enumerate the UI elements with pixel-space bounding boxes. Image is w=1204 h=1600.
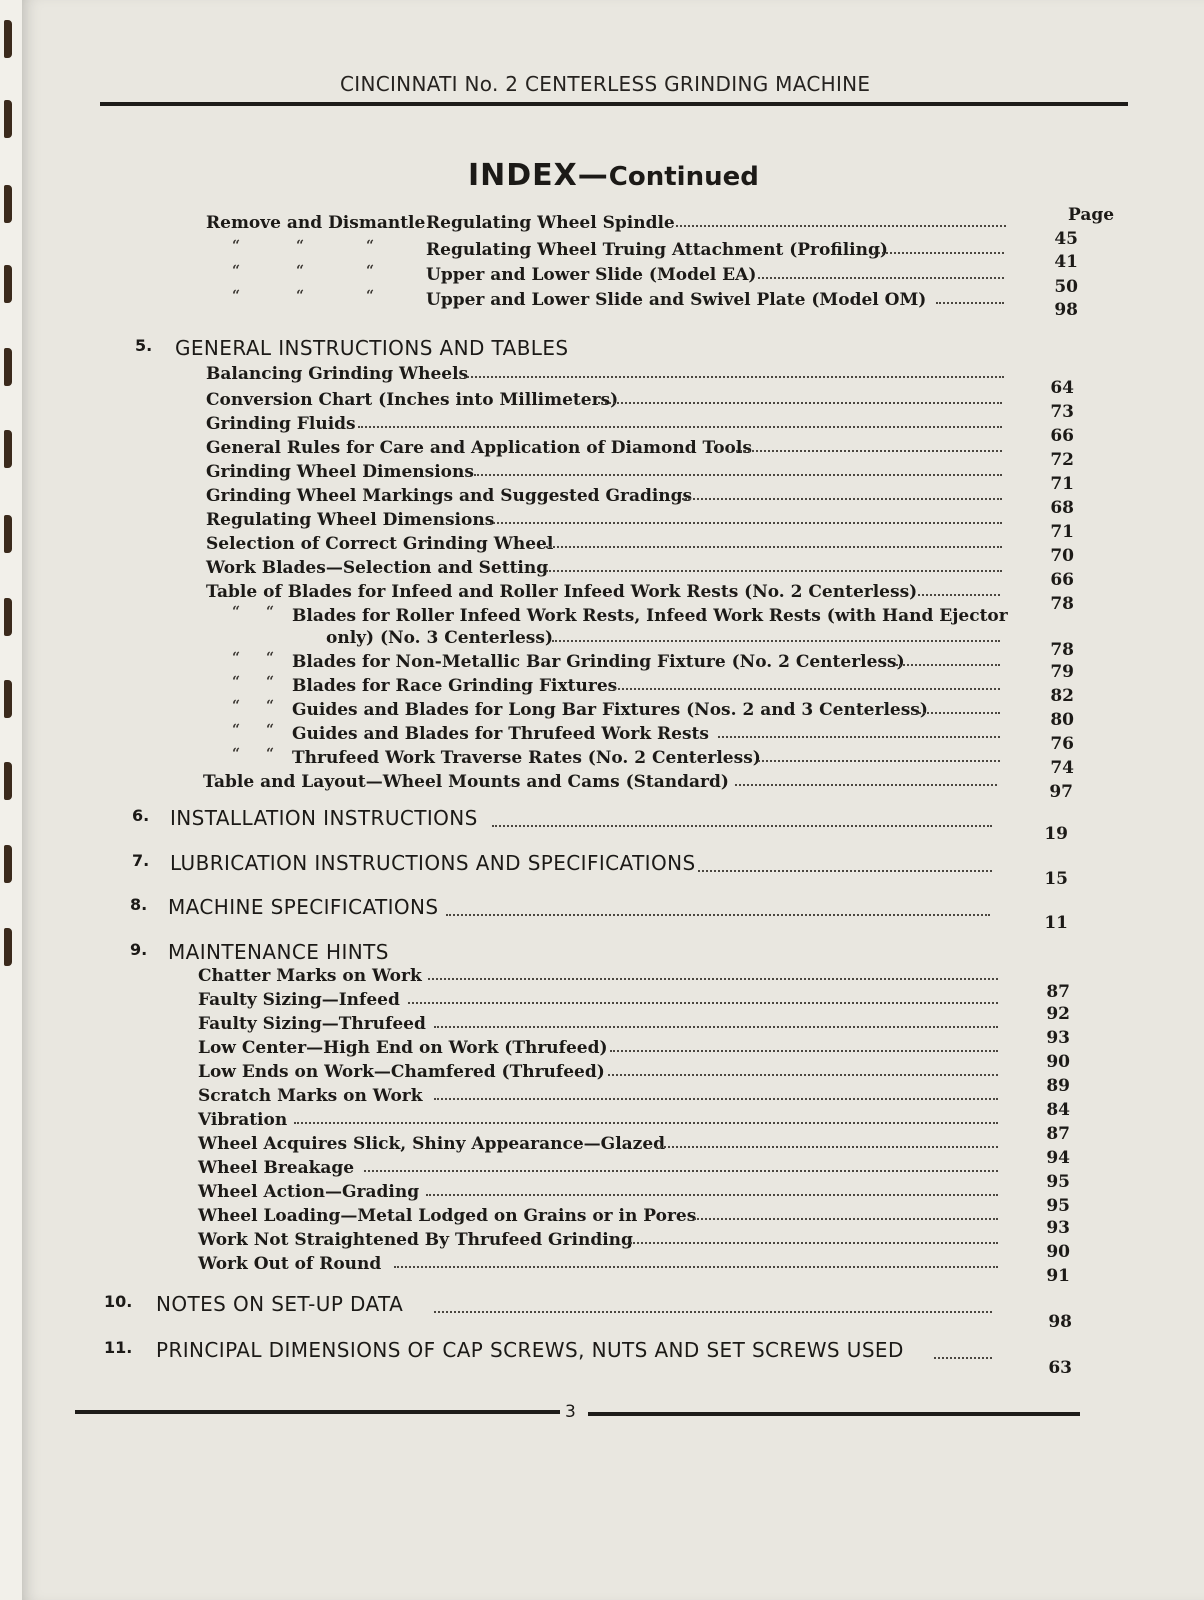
entry-page: 91 <box>1046 1266 1070 1286</box>
entry-page: 66 <box>1050 570 1074 590</box>
entry-text: Upper and Lower Slide and Swivel Plate (Model OM) <box>426 290 927 310</box>
entry-page: 50 <box>1054 277 1078 297</box>
entry-text: Table and Layout—Wheel Mounts and Cams (Standard) <box>203 772 729 792</box>
binding-ring <box>4 265 12 303</box>
index-entry <box>206 288 1086 320</box>
entry-text: Conversion Chart (Inches into Millimeters) <box>206 390 619 410</box>
binding-ring <box>4 845 12 883</box>
entry-page: 72 <box>1050 450 1074 470</box>
leader-dots <box>490 518 1002 524</box>
entry-text: Blades for Race Grinding Fixtures <box>292 676 618 696</box>
ditto-mark: “ <box>232 746 241 762</box>
ditto-mark: “ <box>366 288 375 304</box>
entry-page: 45 <box>1054 229 1078 249</box>
section-title: NOTES ON SET-UP DATA <box>156 1292 404 1316</box>
ditto-mark: “ <box>232 674 241 690</box>
leader-dots <box>694 1214 998 1220</box>
section-title: LUBRICATION INSTRUCTIONS AND SPECIFICATIONS <box>170 851 696 875</box>
binding-ring <box>4 100 12 138</box>
entry-page: 66 <box>1050 426 1074 446</box>
leader-dots <box>874 248 1004 254</box>
entry-text: Grinding Wheel Markings and Suggested Gradings <box>206 486 693 506</box>
footer-rule-right <box>588 1412 1080 1416</box>
section-heading <box>132 851 1082 889</box>
ditto-mark: “ <box>266 650 275 666</box>
entry-text: Grinding Fluids <box>206 414 356 434</box>
leader-dots <box>408 998 998 1004</box>
leader-dots <box>918 590 1000 596</box>
leader-dots <box>434 1307 992 1313</box>
section-heading <box>130 940 1080 966</box>
entry-page: 78 <box>1050 594 1074 614</box>
entry-text: Balancing Grinding Wheels <box>206 364 469 384</box>
ditto-mark: “ <box>296 288 305 304</box>
entry-page: 97 <box>1049 782 1073 802</box>
entry-text: Work Not Straightened By Thrufeed Grinding <box>198 1230 633 1250</box>
ditto-mark: “ <box>366 238 375 254</box>
section-heading <box>104 1338 1084 1378</box>
section-heading <box>130 895 1080 933</box>
entry-text: Regulating Wheel Spindle <box>426 213 675 233</box>
ditto-mark: “ <box>266 674 275 690</box>
entry-page: 82 <box>1050 686 1074 706</box>
entry-text: Scratch Marks on Work <box>198 1086 423 1106</box>
entry-page: 70 <box>1050 546 1074 566</box>
leader-dots <box>758 756 1000 762</box>
ditto-mark: “ <box>266 604 275 620</box>
index-entry <box>206 263 1086 297</box>
ditto-mark: “ <box>266 746 275 762</box>
entry-page: 95 <box>1046 1172 1070 1192</box>
header-rule <box>100 102 1128 106</box>
entry-page: 90 <box>1046 1242 1070 1262</box>
index-entry <box>206 534 1086 566</box>
entry-text: General Rules for Care and Application of Diamond Tools <box>206 438 752 458</box>
ditto-mark: “ <box>232 288 241 304</box>
index-entry <box>198 1206 1088 1238</box>
leader-dots <box>546 566 1002 572</box>
ditto-mark: “ <box>232 698 241 714</box>
index-entry <box>206 746 1086 778</box>
entry-page: 87 <box>1046 982 1070 1002</box>
section-number: 5. <box>135 336 153 355</box>
entry-text: Regulating Wheel Truing Attachment (Profiling) <box>426 240 888 260</box>
leader-dots <box>426 1190 998 1196</box>
ditto-mark: “ <box>232 650 241 666</box>
index-entry <box>206 604 1086 660</box>
binding-ring <box>4 680 12 718</box>
ditto-mark: “ <box>366 263 375 279</box>
leader-dots <box>735 780 997 786</box>
section-heading <box>135 336 1035 362</box>
section-number: 7. <box>132 851 150 870</box>
entry-text: Grinding Wheel Dimensions <box>206 462 474 482</box>
remove-prefix: Remove and Dismantle <box>206 213 426 233</box>
title-continued: Continued <box>608 162 759 192</box>
index-entry <box>206 674 1086 706</box>
entry-page: 84 <box>1046 1100 1070 1120</box>
entry-text: Low Ends on Work—Chamfered (Thrufeed) <box>198 1062 605 1082</box>
ditto-mark: “ <box>232 722 241 738</box>
leader-dots <box>492 821 992 827</box>
leader-dots <box>364 1166 998 1172</box>
entry-text: Chatter Marks on Work <box>198 966 422 986</box>
entry-text: Low Center—High End on Work (Thrufeed) <box>198 1038 608 1058</box>
ditto-mark: “ <box>266 698 275 714</box>
entry-text: Selection of Correct Grinding Wheel <box>206 534 554 554</box>
leader-dots <box>358 422 1002 428</box>
section-number: 6. <box>132 806 150 825</box>
leader-dots <box>434 1094 998 1100</box>
section-title: MACHINE SPECIFICATIONS <box>168 895 439 919</box>
entry-page: 95 <box>1046 1196 1070 1216</box>
entry-page: 78 <box>1050 640 1074 660</box>
leader-dots <box>718 732 1000 738</box>
leader-dots <box>936 298 1004 304</box>
index-entry <box>206 486 1086 518</box>
binding-ring <box>4 430 12 468</box>
document-page <box>20 0 1204 1600</box>
index-entry <box>206 558 1086 590</box>
entry-text: Regulating Wheel Dimensions <box>206 510 495 530</box>
entry-page: 41 <box>1054 252 1078 272</box>
leader-dots <box>610 1046 998 1052</box>
leader-dots <box>676 221 1006 227</box>
footer-rule-left <box>75 1410 560 1414</box>
leader-dots <box>598 398 1002 404</box>
entry-page: 93 <box>1046 1218 1070 1238</box>
entry-text: Table of Blades for Infeed and Roller Infeed Work Rests (No. 2 Centerless) <box>206 582 918 602</box>
entry-page: 98 <box>1054 300 1078 320</box>
page-title <box>468 158 759 193</box>
leader-dots <box>934 1353 992 1359</box>
section-heading <box>132 806 1082 844</box>
index-entry <box>203 772 1083 802</box>
index-entry <box>206 213 1086 249</box>
leader-dots <box>464 372 1004 378</box>
section-page: 15 <box>1044 869 1068 889</box>
entry-text: Blades for Roller Infeed Work Rests, Infeed Work Rests (with Hand Ejector <box>292 606 1008 626</box>
binding-ring <box>4 20 12 58</box>
entry-text: Wheel Action—Grading <box>198 1182 420 1202</box>
ditto-mark: “ <box>296 238 305 254</box>
leader-dots <box>614 684 1000 690</box>
entry-page: 76 <box>1050 734 1074 754</box>
leader-dots <box>446 910 990 916</box>
section-title: PRINCIPAL DIMENSIONS OF CAP SCREWS, NUTS AND SET SCREWS USED <box>156 1338 904 1362</box>
leader-dots <box>546 542 1002 548</box>
leader-dots <box>758 273 1004 279</box>
entry-text: Wheel Acquires Slick, Shiny Appearance—Glazed <box>198 1134 666 1154</box>
entry-text: Blades for Non-Metallic Bar Grinding Fixture (No. 2 Centerless) <box>292 652 905 672</box>
title-main: INDEX— <box>468 158 609 193</box>
entry-page: 94 <box>1046 1148 1070 1168</box>
page-column-label: Page <box>1068 205 1115 225</box>
section-title: MAINTENANCE HINTS <box>168 940 389 964</box>
index-entry <box>206 462 1086 494</box>
ditto-mark: “ <box>296 263 305 279</box>
entry-page: 87 <box>1046 1124 1070 1144</box>
index-entry <box>206 510 1086 542</box>
running-head: CINCINNATI No. 2 CENTERLESS GRINDING MACHINE <box>340 72 871 96</box>
entry-page: 68 <box>1050 498 1074 518</box>
section-heading <box>104 1292 1084 1332</box>
entry-text: Faulty Sizing—Infeed <box>198 990 400 1010</box>
index-entry <box>206 582 1086 614</box>
ditto-mark: “ <box>266 722 275 738</box>
entry-text-continued: only) (No. 3 Centerless) <box>326 628 553 648</box>
entry-page: 74 <box>1050 758 1074 778</box>
section-page: 63 <box>1048 1358 1072 1378</box>
entry-text: Vibration <box>198 1110 288 1130</box>
leader-dots <box>682 494 1002 500</box>
section-page: 11 <box>1044 913 1068 933</box>
section-page: 19 <box>1044 824 1068 844</box>
section-title: GENERAL INSTRUCTIONS AND TABLES <box>175 336 569 360</box>
entry-text: Thrufeed Work Traverse Rates (No. 2 Centerless) <box>292 748 761 768</box>
ditto-mark: “ <box>232 263 241 279</box>
binding-ring <box>4 928 12 966</box>
binding-ring <box>4 185 12 223</box>
entry-page: 64 <box>1050 378 1074 398</box>
leader-dots <box>294 1118 998 1124</box>
leader-dots <box>428 974 998 980</box>
section-number: 10. <box>104 1292 133 1311</box>
entry-text: Guides and Blades for Long Bar Fixtures (Nos. 2 and 3 Centerless) <box>292 700 928 720</box>
section-number: 8. <box>130 895 148 914</box>
leader-dots <box>630 1238 998 1244</box>
index-entry <box>198 1230 1088 1262</box>
ditto-mark: “ <box>232 604 241 620</box>
page-number: 3 <box>565 1402 576 1422</box>
leader-dots <box>698 866 992 872</box>
leader-dots <box>656 1142 998 1148</box>
entry-page: 80 <box>1050 710 1074 730</box>
index-entry <box>206 698 1086 730</box>
entry-page: 73 <box>1050 402 1074 422</box>
leader-dots <box>434 1022 998 1028</box>
index-entry <box>206 364 1086 398</box>
section-number: 9. <box>130 940 148 959</box>
binding-strip <box>0 0 22 1600</box>
index-entry <box>206 414 1086 446</box>
ditto-mark: “ <box>232 238 241 254</box>
leader-dots <box>896 660 1000 666</box>
entry-page: 93 <box>1046 1028 1070 1048</box>
entry-text: Upper and Lower Slide (Model EA) <box>426 265 757 285</box>
index-entry <box>198 1254 1088 1286</box>
entry-text: Faulty Sizing—Thrufeed <box>198 1014 426 1034</box>
entry-text: Wheel Breakage <box>198 1158 355 1178</box>
entry-page: 92 <box>1046 1004 1070 1024</box>
entry-text: Wheel Loading—Metal Lodged on Grains or in Pores <box>198 1206 697 1226</box>
section-page: 98 <box>1048 1312 1072 1332</box>
leader-dots <box>736 446 1002 452</box>
leader-dots <box>608 1070 998 1076</box>
binding-ring <box>4 348 12 386</box>
entry-page: 71 <box>1050 522 1074 542</box>
binding-ring <box>4 515 12 553</box>
index-entry <box>206 390 1086 422</box>
entry-text: Work Out of Round <box>198 1254 382 1274</box>
entry-page: 90 <box>1046 1052 1070 1072</box>
section-title: INSTALLATION INSTRUCTIONS <box>170 806 478 830</box>
binding-ring <box>4 762 12 800</box>
section-number: 11. <box>104 1338 133 1357</box>
entry-page: 79 <box>1050 662 1074 682</box>
index-entry <box>206 722 1086 754</box>
entry-page: 89 <box>1046 1076 1070 1096</box>
leader-dots <box>552 636 1000 642</box>
leader-dots <box>474 470 1002 476</box>
leader-dots <box>916 708 1000 714</box>
entry-text: Guides and Blades for Thrufeed Work Rests <box>292 724 709 744</box>
entry-text: Work Blades—Selection and Setting <box>206 558 549 578</box>
index-entry <box>206 438 1086 470</box>
binding-ring <box>4 598 12 636</box>
leader-dots <box>394 1262 998 1268</box>
entry-page: 71 <box>1050 474 1074 494</box>
